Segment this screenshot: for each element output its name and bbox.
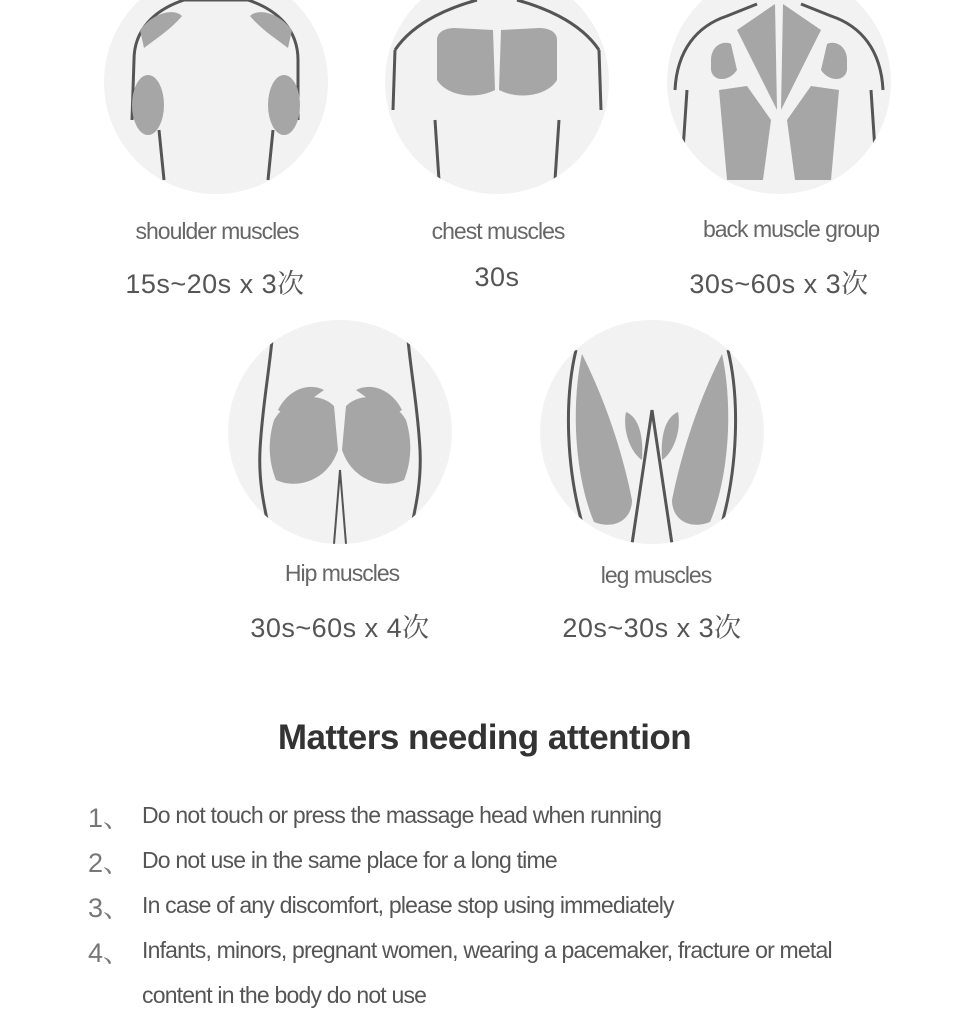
- muscle-time: 30s: [474, 262, 520, 292]
- list-item-number: 3、: [88, 893, 131, 923]
- list-item-text: In case of any discomfort, please stop using immediately: [142, 892, 674, 918]
- muscle-name: leg muscles: [600, 562, 712, 588]
- list-item-text: content in the body do not use: [142, 982, 427, 1008]
- muscle-time: 30s~60s x 4次: [250, 613, 430, 643]
- muscle-time: 30s~60s x 3次: [689, 269, 869, 299]
- list-item: [88, 886, 948, 926]
- muscle-time: 15s~20s x 3次: [125, 269, 305, 299]
- hip-muscles-icon: [228, 320, 452, 544]
- list-item-number: 1、: [88, 803, 131, 833]
- list-item: [88, 841, 948, 881]
- list-item-text: Do not touch or press the massage head when running: [142, 802, 662, 828]
- list-item: [88, 796, 948, 836]
- muscle-name: shoulder muscles: [135, 218, 299, 244]
- leg-muscles-icon: [540, 320, 764, 544]
- shoulder-muscles-icon: [104, 0, 328, 194]
- attention-title: Matters needing attention: [277, 718, 692, 757]
- list-item-text: Infants, minors, pregnant women, wearing a pacemaker, fracture or metal: [142, 937, 832, 963]
- muscle-name: Hip muscles: [284, 560, 400, 586]
- list-item-number: 4、: [88, 938, 131, 968]
- list-item: [88, 931, 948, 971]
- muscle-name: back muscle group: [702, 216, 880, 242]
- chest-muscles-icon: [385, 0, 609, 194]
- list-item: [88, 976, 948, 1016]
- muscle-time: 20s~30s x 3次: [562, 613, 742, 643]
- muscle-name: chest muscles: [431, 218, 565, 244]
- back-muscles-icon: [667, 0, 891, 194]
- list-item-text: Do not use in the same place for a long time: [142, 847, 557, 873]
- list-item-number: 2、: [88, 848, 131, 878]
